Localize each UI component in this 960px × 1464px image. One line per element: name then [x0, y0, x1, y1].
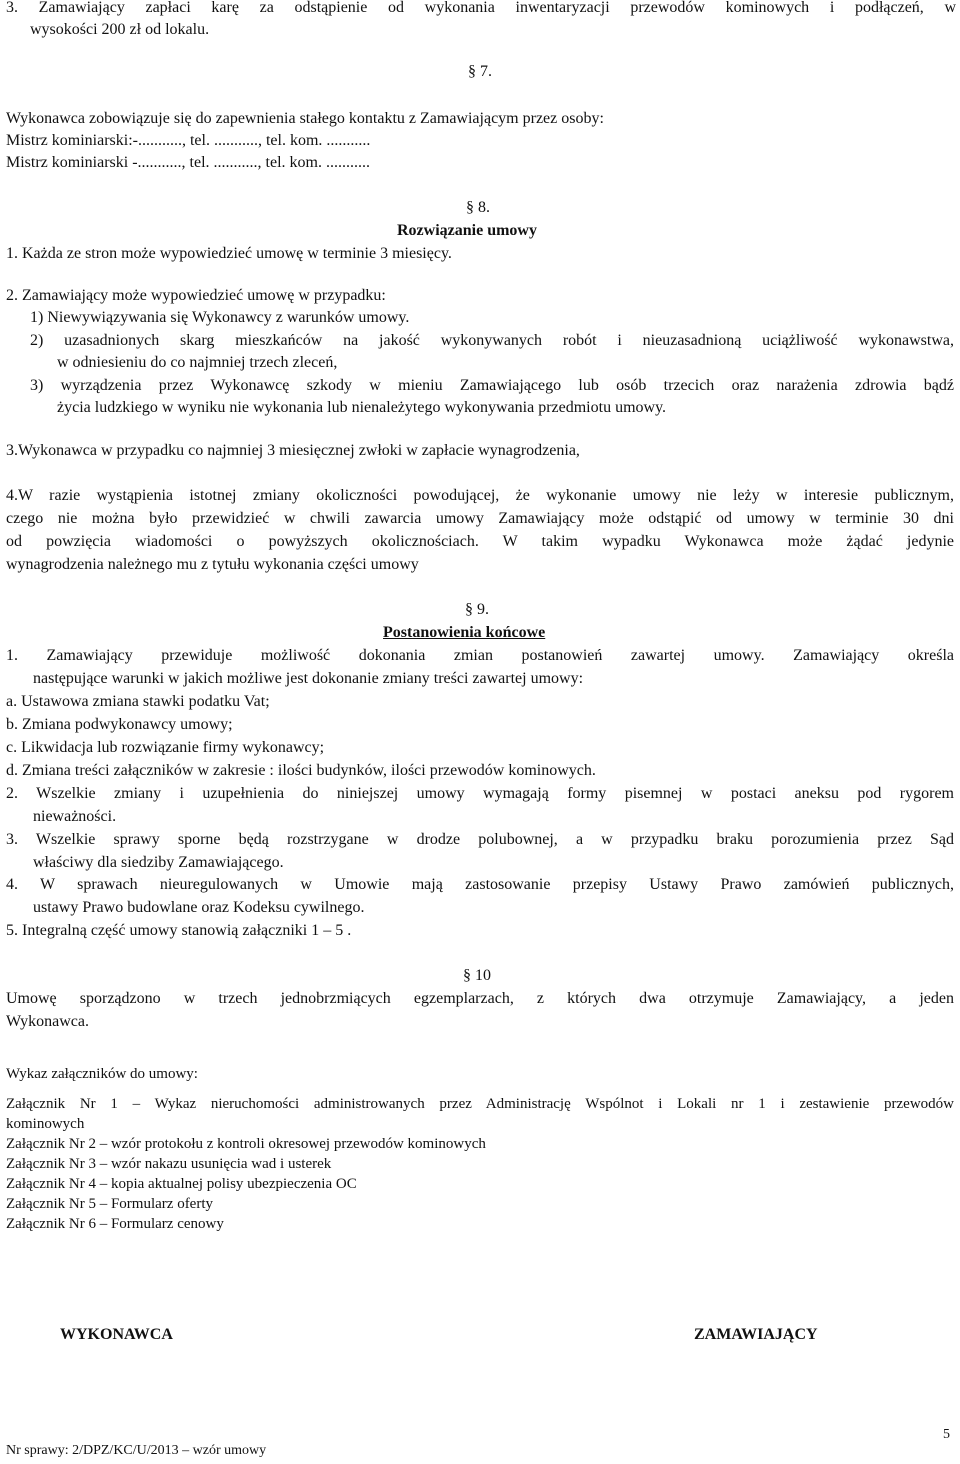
s9-item2-line1: 2. Wszelkie zmiany i uzupełnienia do niniejszej umowy wymagają formy pisemnej w postaci aneksu pod rygorem	[6, 785, 954, 802]
annex6: Załącznik Nr 6 – Formularz cenowy	[6, 1216, 224, 1232]
s8-item1: 1. Każda ze stron może wypowiedzieć umowę w terminie 3 miesięcy.	[6, 245, 452, 262]
s9-item2-line2: nieważności.	[33, 808, 117, 825]
annex1-line2: kominowych	[6, 1116, 85, 1132]
s9-item4-line2: ustawy Prawo budowlane oraz Kodeksu cywilnego.	[33, 899, 365, 916]
s8-item2-1: 1) Niewywiązywania się Wykonawcy z warunków umowy.	[30, 309, 410, 326]
s8-item2-2-line2: w odniesieniu do co najmniej trzech zleceń,	[57, 354, 338, 371]
s9-heading: § 9.	[465, 601, 489, 618]
s8-item4-line1: 4.W razie wystąpienia istotnej zmiany okoliczności powodującej, że wykonanie umowy nie leży w interesie publicznym,	[6, 487, 954, 504]
s10-line1: Umowę sporządzono w trzech jednobrzmiących egzemplarzach, z których dwa otrzymuje Zamawiający, a jeden	[6, 990, 954, 1007]
s6-item3-line1: 3. Zamawiający zapłaci karę za odstąpienie od wykonania inwentaryzacji przewodów kominowych i podłączeń, w	[6, 0, 956, 16]
s9-item3-line1: 3. Wszelkie sprawy sporne będą rozstrzygane w drodze polubownej, a w przypadku braku porozumienia przez Sąd	[6, 831, 954, 848]
signature-contractor: WYKONAWCA	[60, 1326, 173, 1343]
s8-item2-3-line2: życia ludzkiego w wyniku nie wykonania lub nienależytego wykonywania przedmiotu umowy.	[57, 399, 667, 416]
s7-line3: Mistrz kominiarski -..........., tel. ..........., tel. kom. ...........	[6, 154, 370, 171]
s8-item4-line2: czego nie można było przewidzieć w chwili zawarcia umowy Zamawiający może odstąpić od umowy w terminie 30 dni	[6, 510, 954, 527]
annex4: Załącznik Nr 4 – kopia aktualnej polisy ubezpieczenia OC	[6, 1176, 357, 1192]
signature-client: ZAMAWIAJĄCY	[694, 1326, 818, 1343]
s9-item1-a: a. Ustawowa zmiana stawki podatku Vat;	[6, 693, 270, 710]
s9-item4-line1: 4. W sprawach nieuregulowanych w Umowie mają zastosowanie przepisy Ustawy Prawo zamówień publicznych,	[6, 876, 954, 893]
s9-item1-line1: 1. Zamawiający przewiduje możliwość dokonania zmian postanowień zawartej umowy. Zamawiający określa	[6, 647, 954, 664]
page-number: 5	[943, 1427, 950, 1442]
s7-heading: § 7.	[468, 63, 492, 80]
s9-item1-line2: następujące warunki w jakich możliwe jest dokonanie zmiany treści zawartej umowy:	[33, 670, 584, 687]
s9-item5: 5. Integralną część umowy stanowią załączniki 1 – 5 .	[6, 922, 352, 939]
s9-item1-d: d. Zmiana treści załączników w zakresie : ilości budynków, ilości przewodów kominowych.	[6, 762, 596, 779]
s8-item4-line4: wynagrodzenia należnego mu z tytułu wykonania części umowy	[6, 556, 419, 573]
s8-title: Rozwiązanie umowy	[397, 222, 537, 239]
s9-title: Postanowienia końcowe	[383, 624, 546, 641]
annex1-line1: Załącznik Nr 1 – Wykaz nieruchomości administrowanych przez Administrację Wspólnot i Lokali nr 1 i zestawienie przewodów	[6, 1096, 954, 1112]
s8-heading: § 8.	[466, 199, 490, 216]
annex2: Załącznik Nr 2 – wzór protokołu z kontroli okresowej przewodów kominowych	[6, 1136, 486, 1152]
s10-line2: Wykonawca.	[6, 1013, 89, 1030]
s7-line2: Mistrz kominiarski:-..........., tel. ..........., tel. kom. ...........	[6, 132, 371, 149]
s9-item1-c: c. Likwidacja lub rozwiązanie firmy wykonawcy;	[6, 739, 325, 756]
annex5: Załącznik Nr 5 – Formularz oferty	[6, 1196, 214, 1212]
s9-item3-line2: właściwy dla siedziby Zamawiającego.	[33, 854, 284, 871]
s8-item2: 2. Zamawiający może wypowiedzieć umowę w przypadku:	[6, 287, 386, 304]
s6-item3-line2: wysokości 200 zł od lokalu.	[30, 21, 210, 38]
annex3: Załącznik Nr 3 – wzór nakazu usunięcia wad i usterek	[6, 1156, 332, 1172]
s7-line1: Wykonawca zobowiązuje się do zapewnienia stałego kontaktu z Zamawiającym przez osoby:	[6, 110, 604, 127]
s8-item2-3-line1: 3) wyrządzenia przez Wykonawcę szkody w mieniu Zamawiającego lub osób trzecich oraz narażenia zdrowia bądź	[30, 377, 954, 394]
s8-item4-line3: od powzięcia wiadomości o powyższych okolicznościach. W takim wypadku Wykonawca może żądać jedynie	[6, 533, 954, 550]
footer-case-number: Nr sprawy: 2/DPZ/KC/U/2013 – wzór umowy	[6, 1443, 267, 1458]
s8-item3: 3.Wykonawca w przypadku co najmniej 3 miesięcznej zwłoki w zapłacie wynagrodzenia,	[6, 442, 580, 459]
s8-item2-2-line1: 2) uzasadnionych skarg mieszkańców na jakość wykonywanych robót i nieuzasadnioną uciążliwość wykonawstwa,	[30, 332, 954, 349]
s10-heading: § 10	[463, 967, 491, 984]
annex-title: Wykaz załączników do umowy:	[6, 1066, 198, 1082]
s9-item1-b: b. Zmiana podwykonawcy umowy;	[6, 716, 233, 733]
